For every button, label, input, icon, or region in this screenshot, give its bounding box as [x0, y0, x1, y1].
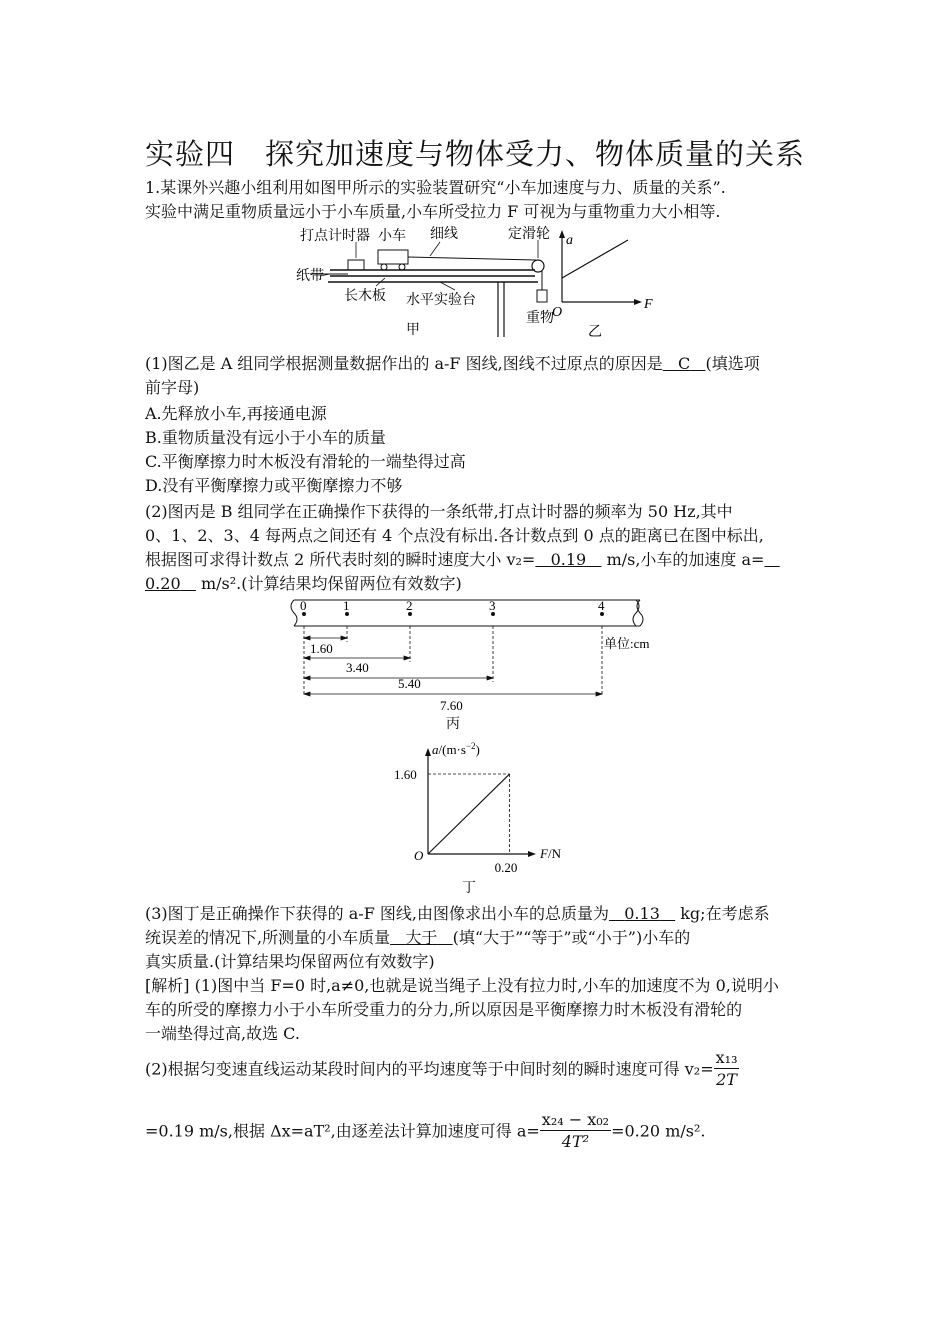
- part1-hint: (填选项: [705, 354, 760, 373]
- tape-label-4: 4: [598, 598, 605, 613]
- caption-yi: 乙: [588, 325, 602, 340]
- fraction-x13-over-2t: $\frac{\text{x₁₃}}{2T}$: [715, 1048, 738, 1089]
- tape-label-0: 0: [300, 598, 307, 613]
- label-pulley: 定滑轮: [508, 227, 550, 242]
- figure-jia-apparatus: [290, 222, 563, 340]
- question-intro-line-2: 实验中满足重物质量远小于小车质量,小车所受拉力 F 可视为与重物重力大小相等.: [145, 202, 721, 221]
- label-string: 细线: [430, 227, 458, 242]
- tape-unit: 单位:cm: [604, 636, 650, 651]
- label-tape: 纸带: [296, 269, 324, 284]
- tape-label-2: 2: [406, 598, 413, 613]
- figure-yi-graph: [548, 228, 658, 340]
- yi-origin-label: O: [552, 305, 563, 320]
- part1-answer: C: [677, 354, 691, 373]
- part2-line-2: 0、1、2、3、4 每两点之间还有 4 个点没有标出.各计数点到 0 点的距离已在图中标出,: [145, 526, 764, 545]
- analysis-line-1: [解析] (1)图中当 F=0 时,a≠0,也就是说当绳子上没有拉力时,小车的加速度不为 0,说明小: [145, 976, 779, 995]
- label-car: 小车: [378, 229, 406, 244]
- ding-origin: O: [414, 848, 424, 863]
- part2-line-4: 0.20 m/s².(计算结果均保留两位有效数字): [145, 574, 462, 593]
- analysis-line-4: (2)根据匀变速直线运动某段时间内的平均速度等于中间时刻的瞬时速度可得 v₂= $\frac{\text{x₁₃}}{2T}$: [145, 1048, 738, 1089]
- part2-line-3: 根据图可求得计数点 2 所代表时刻的瞬时速度大小 v₂= 0.19 m/s,小车的加速度 a=: [145, 550, 765, 569]
- ding-x-label: F/N: [540, 846, 561, 861]
- distance-1: 1.60: [310, 641, 333, 656]
- yi-y-axis-label: a: [566, 233, 573, 248]
- distance-3: 5.40: [398, 676, 421, 691]
- part3-line-1: (3)图丁是正确操作下获得的 a-F 图线,由图像求出小车的总质量为 0.13 kg;在考虑系: [145, 904, 770, 923]
- analysis-line-2: 车的所受的摩擦力小于小车所受重力的分力,所以原因是平衡摩擦力时木板没有滑轮的: [145, 1000, 743, 1019]
- caption-ding: 丁: [462, 881, 476, 896]
- part2-answer-a: 0.20: [145, 574, 181, 593]
- part3-answer-compare: 大于: [405, 928, 438, 947]
- label-weight: 重物: [526, 311, 554, 326]
- option-d: D.没有平衡摩擦力或平衡摩擦力不够: [145, 476, 403, 495]
- option-c: C.平衡摩擦力时木板没有滑轮的一端垫得过高: [145, 452, 466, 471]
- page-title: 实验四 探究加速度与物体受力、物体质量的关系: [144, 137, 805, 171]
- tape-label-1: 1: [343, 598, 350, 613]
- distance-2: 3.40: [346, 660, 369, 675]
- option-b: B.重物质量没有远小于小车的质量: [145, 428, 386, 447]
- caption-bing: 丙: [446, 717, 460, 732]
- ding-y-label: $a/(m\cdot s^{-2})$: [432, 741, 480, 757]
- part1-question: (1)图乙是 A 组同学根据测量数据作出的 a-F 图线,图线不过原点的原因是: [145, 354, 663, 373]
- question-intro-line-1: 1.某课外兴趣小组利用如图甲所示的实验装置研究“小车加速度与力、质量的关系”.: [145, 178, 726, 197]
- label-board: 长木板: [344, 289, 386, 304]
- part3-line-2: 统误差的情况下,所测量的小车质量 大于 (填“大于”“等于”或“小于”)小车的: [145, 928, 691, 947]
- ding-x-tick-label: 0.20: [494, 860, 518, 875]
- ding-data-line: [428, 774, 510, 854]
- analysis-line-3: 一端垫得过高,故选 C.: [145, 1024, 300, 1043]
- part2-line-1: (2)图丙是 B 组同学在正确操作下获得的一条纸带,打点计时器的频率为 50 Hz,其中: [145, 502, 733, 521]
- label-timer: 打点计时器: [300, 229, 370, 244]
- part1-line-2: 前字母): [145, 378, 200, 397]
- part3-answer-mass: 0.13: [624, 904, 660, 923]
- option-a: A.先释放小车,再接通电源: [145, 404, 327, 423]
- tape-label-3: 3: [489, 598, 496, 613]
- part1-line-1: [145, 352, 810, 376]
- part3-line-3: 真实质量.(计算结果均保留两位有效数字): [145, 952, 435, 971]
- distance-4: 7.60: [440, 698, 463, 713]
- ding-y-tick-label: 1.60: [394, 767, 417, 782]
- analysis-line-5: =0.19 m/s,根据 Δx=aT²,由逐差法计算加速度可得 a= $\frac{\text{x₂₄ − x₀₂}}{\text{4T²}}$ =0.20 m/s².: [145, 1110, 706, 1151]
- caption-jia: 甲: [406, 323, 420, 338]
- part2-answer-v2: 0.19: [550, 550, 587, 569]
- fraction-diff-over-4t2: $\frac{\text{x₂₄ − x₀₂}}{\text{4T²}}$: [541, 1110, 610, 1151]
- figure-bing-tape: [284, 596, 684, 734]
- figure-ding-chart: [380, 740, 580, 898]
- yi-x-axis-label: F: [644, 297, 653, 312]
- label-table: 水平实验台: [406, 293, 476, 308]
